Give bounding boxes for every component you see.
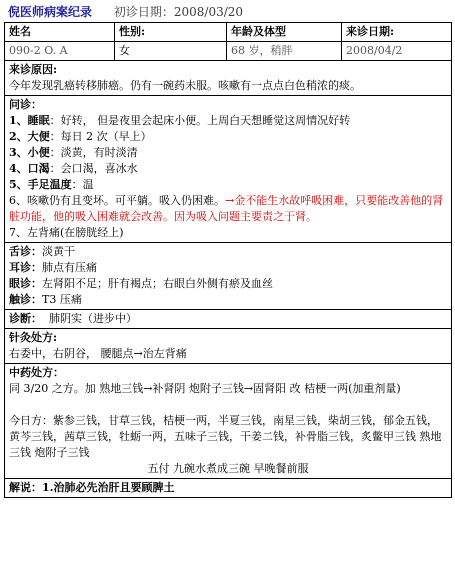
patient-sex: 女 [115,42,227,61]
inquiry-item: 3、小便：淡黄，有时淡清 [9,146,138,159]
item-value: 好转， 但是夜里会起床小便。上周白天想睡觉这周情况好转 [60,114,351,127]
herbal-row [5,364,452,479]
ear-text: 肺点有压痛 [42,261,97,274]
tongue-exam [9,244,447,260]
item-number: 3、 [9,146,28,159]
exam-row [5,243,452,310]
herbal-line-2: 今日方：紫参三钱，甘草三钱，桔梗一两，半夏三钱，南星三钱，柴胡三钱，郁金五钱，黄芩三钱，茜草三钱，牡蛎一两，五味子三钱，干姜二钱，补骨脂三钱，炙鳖甲三钱 熟地三钱 炮附子三钱 [9,414,442,459]
ear-label: 耳诊： [9,261,42,274]
acupuncture-label: 针灸处方: [9,331,58,344]
acupuncture-text: 右委中，右阴谷， 腰腿点→治左背痛 [9,347,187,360]
eye-text: 左肾阳不足；肝有褐点；右眼白外侧有瘀及血丝 [42,277,273,290]
patient-row [5,42,452,61]
inquiry-item: 1、睡眠：好转， 但是夜里会起床小便。上周白天想睡觉这周情况好转 [9,114,351,127]
reason-cell [5,61,452,96]
acupuncture-cell [5,329,452,364]
item-number: 5、 [9,178,28,191]
sex-label: 性别: [115,23,227,42]
patient-age: 68 岁，稍胖 [227,42,342,61]
record-table [4,22,452,498]
explanation-text: 1.治肺必先治肝且要顾脾土 [42,481,175,494]
inquiry-item-6 [9,193,447,225]
diagnosis-cell [5,310,452,329]
acupuncture-row [5,329,452,364]
item-value: 会口渴，喜冰水 [60,162,138,175]
herbal-line-1: 同 3/20 之方。加 熟地三钱→补肾阴 炮附子三钱→固肾阳 改 桔梗一两(加重剂量) [9,382,401,395]
explanation-row [5,479,452,498]
explanation-label: 解说： [9,481,42,494]
item-value: 温 [82,178,94,191]
visit-date-label: 来诊日期: [342,23,452,42]
header-row [5,23,452,42]
touch-text: T3 压痛 [42,293,82,306]
inquiry-item: 2、大便：每日 2 次（早上） [9,130,152,143]
eye-label: 眼诊： [9,277,42,290]
inquiry-label: 问诊： [9,98,42,111]
first-visit-date [114,5,243,19]
explanation-cell [5,479,452,498]
age-label: 年龄及体型 [227,23,342,42]
herbal-cell [5,364,452,479]
reason-text: 今年发现乳癌转移肺癌。仍有一碗药未服。咳嗽有一点点白色稍浓的痰。 [9,79,361,92]
item-key: 手足温度 [27,178,72,191]
reason-label: 来诊原因: [9,63,58,76]
eye-exam [9,276,447,292]
inquiry-row [5,96,452,243]
first-visit-value: 2008/03/20 [173,5,244,19]
item-number: 4、 [9,162,28,175]
touch-label: 触诊： [9,293,42,306]
reason-row [5,61,452,96]
first-visit-label: 初诊日期： [113,5,174,19]
item-6-note: →金不能生水故呼吸困难，只要能改善他的肾脏功能，他的吸入困难就会改善。因为吸入问题主要责之于肾。 [9,194,444,223]
item-key: 大便 [27,130,50,143]
item-value: 淡黄，有时淡清 [60,146,138,159]
herbal-label: 中药处方： [9,366,64,379]
herbal-line-3: 五付 九碗水煮成三碗 早晚餐前服 [147,462,309,475]
item-number: 2、 [9,130,28,143]
spacer [9,397,447,413]
diagnosis-label: 诊断： [9,312,42,325]
item-number: 1、 [9,114,28,127]
inquiry-cell [5,96,452,243]
tongue-label: 舌诊： [9,245,42,258]
exam-cell [5,243,452,310]
inquiry-item-7: 7、左背痛(在膀胱经上) [9,226,124,239]
touch-exam [9,292,447,308]
inquiry-item: 4、口渴：会口渴，喜冰水 [9,162,138,175]
ear-exam [9,260,447,276]
tongue-text: 淡黄干 [42,245,75,258]
inquiry-item: 5、手足温度：温 [9,178,94,191]
item-6-text: 6、咳嗽仍有且变坏。可平躺。吸入仍困难。 [9,194,225,207]
record-header [8,3,243,21]
patient-id: 090-2 O. A [5,42,115,61]
item-key: 小便 [27,146,50,159]
patient-visit-date: 2008/04/2 [342,42,452,61]
diagnosis-text: 肺阴实（进步中） [49,312,137,325]
record-title: 倪医师病案纪录 [8,5,93,19]
item-value: 每日 2 次（早上） [60,130,152,143]
item-key: 口渴 [27,162,50,175]
item-key: 睡眠 [27,114,50,127]
name-label: 姓名 [5,23,115,42]
diagnosis-row [5,310,452,329]
